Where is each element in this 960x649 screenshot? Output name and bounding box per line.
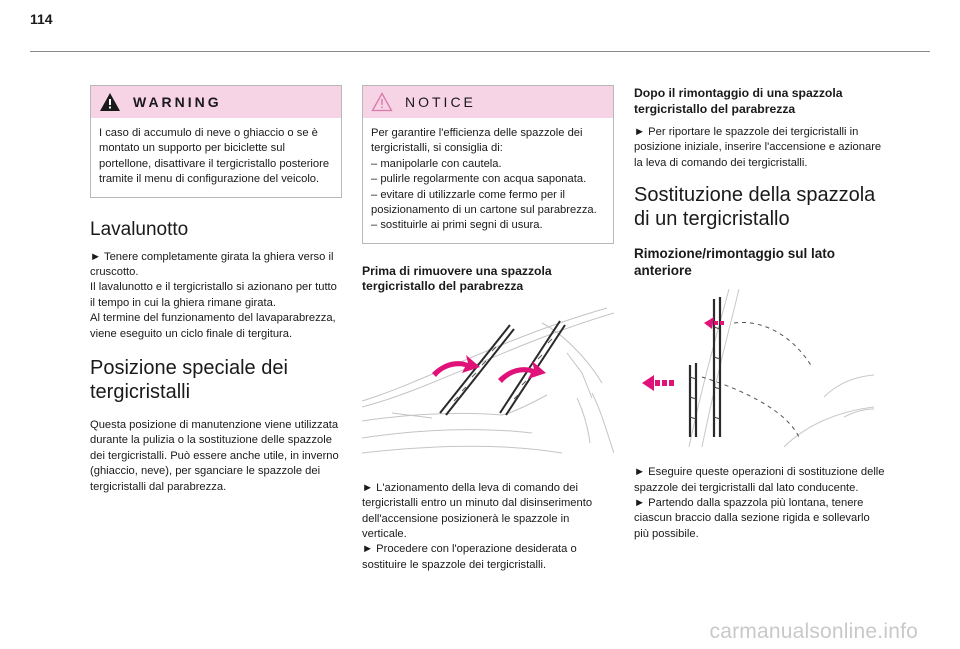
warning-triangle-icon — [99, 92, 121, 112]
dopo-text: ► Per riportare le spazzole dei tergicristalli in posizione iniziale, inserire l'accensione e azionare la leva di comando dei tergicristalli. — [634, 126, 882, 169]
lavalunotto-line: Il lavalunotto e il tergicristallo si azionano per tutto il tempo in cui la ghiera rimane girata. — [90, 281, 337, 309]
notice-text — [363, 118, 613, 243]
windshield-wipers-illustration — [362, 303, 614, 471]
prima-text — [362, 481, 614, 573]
notice-line: – evitare di utilizzarle come fermo per il posizionamento di un cartone sul parabrezza. — [371, 188, 597, 217]
dopo-title: Dopo il rimontaggio di una spazzola tergicristallo del parabrezza — [634, 86, 843, 116]
pink-rotate-arrow-icon — [432, 355, 480, 377]
prima-line: ► L'azionamento della leva di comando dei tergicristalli entro un minuto dal disinserimento dell'accensione posizionerà le spazzole in verticale. — [362, 481, 593, 541]
sostituzione-title: Sostituzione della spazzola di un tergicristallo — [634, 184, 876, 231]
page-number: 114 — [30, 11, 53, 27]
notice-triangle-icon — [371, 92, 393, 112]
notice-title: NOTICE — [405, 94, 476, 110]
notice-header — [363, 86, 613, 118]
rimozione-text — [634, 465, 886, 542]
warning-title: WARNING — [133, 94, 222, 110]
notice-line: – manipolarle con cautela. — [371, 157, 502, 170]
rimozione-title: Rimozione/rimontaggio sul lato anteriore — [634, 246, 836, 279]
warning-box — [90, 85, 342, 198]
wiper-lift-illustration — [634, 287, 874, 455]
header-divider — [30, 51, 930, 52]
notice-line: – sostituirle ai primi segni di usura. — [371, 219, 543, 232]
column-middle — [362, 85, 614, 581]
prima-line: ► Procedere con l'operazione desiderata o sostituire le spazzole dei tergicristalli. — [362, 543, 577, 571]
lavalunotto-line: Al termine del funzionamento del lavaparabrezza, viene eseguito un ciclo finale di tergitura. — [90, 312, 336, 340]
notice-box — [362, 85, 614, 244]
rimozione-line: ► Partendo dalla spazzola più lontana, tenere ciascun braccio dalla sezione rigida e sollevarlo più possibile. — [634, 497, 870, 540]
warning-header — [91, 86, 341, 118]
column-left — [90, 85, 342, 503]
notice-line: Per garantire l'efficienza delle spazzole dei tergicristalli, si consiglia di: — [371, 127, 583, 155]
rimozione-line: ► Eseguire queste operazioni di sostituzione delle spazzole dei tergicristalli dal lato conducente. — [634, 466, 885, 494]
lavalunotto-line: ► Tenere completamente girata la ghiera verso il cruscotto. — [90, 250, 334, 279]
lavalunotto-title: Lavalunotto — [90, 218, 189, 240]
lavalunotto-text — [90, 250, 342, 342]
posizione-title: Posizione speciale dei tergicristalli — [90, 357, 288, 404]
warning-text: I caso di accumulo di neve o ghiaccio o se è montato un supporto per biciclette sul portellone, disattivare il tergicristallo posteriore tramite il menu di configurazione del veicolo. — [99, 127, 330, 186]
notice-line: – pulirle regolarmente con acqua saponata. — [371, 173, 587, 186]
posizione-text: Questa posizione di manutenzione viene utilizzata durante la pulizia o la sostituzione delle spazzole dei tergicristalli. Può essere anche utile, in inverno (ghiaccio, neve), per sganciare le spazzole dei tergicristalli dal parabrezza. — [90, 419, 339, 493]
pink-dashed-arrow-icon — [642, 375, 674, 391]
column-right — [634, 86, 886, 550]
prima-title: Prima di rimuovere una spazzola tergicristallo del parabrezza — [362, 263, 552, 294]
watermark: carmanualsonline.info — [709, 620, 918, 643]
